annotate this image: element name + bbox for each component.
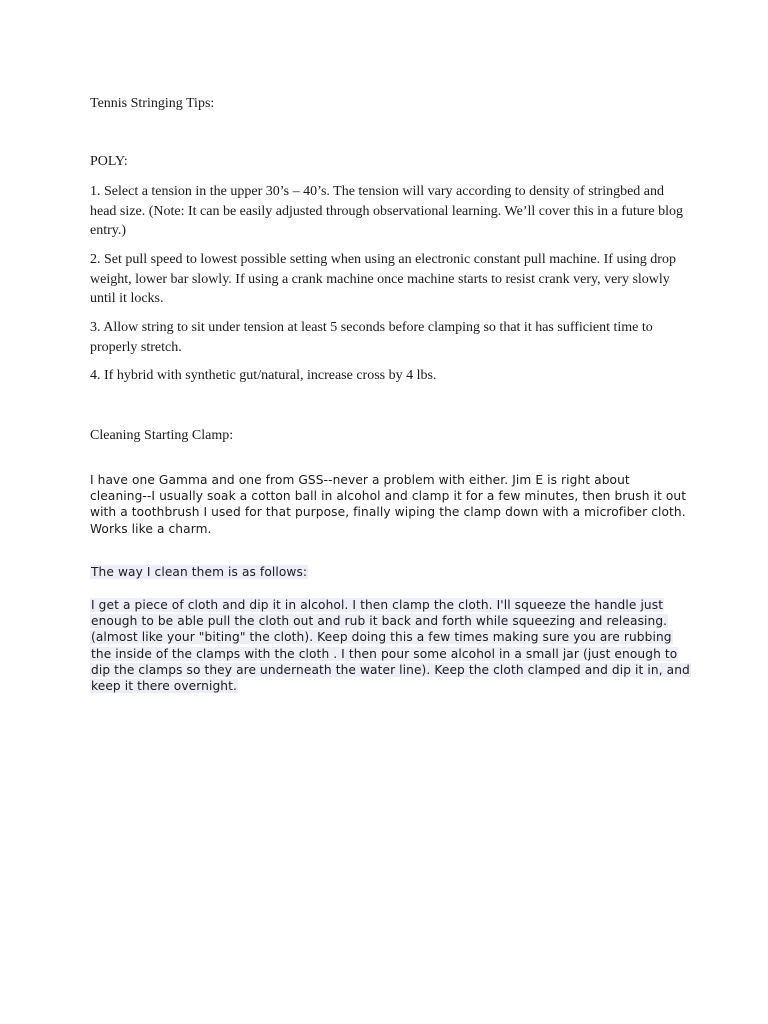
forum-post-2-body [90, 597, 695, 694]
cleaning-heading: Cleaning Starting Clamp: [90, 428, 234, 443]
forum-post-2-body-text: I get a piece of cloth and dip it in alcohol. I then clamp the cloth. I'll squeeze the handle just enough to be able pull the cloth out and rub it back and forth while squeezing and releasing. (almost like your "biting" the cloth). Keep doing this a few times making sure you are rubbing the inside of the clamps with the cloth . I then pour some alcohol in a small jar (just enough to dip the clamps so they are underneath the water line). Keep the cloth clamped and dip it in, and keep it there overnight. [91, 598, 690, 694]
poly-heading: POLY: [90, 154, 128, 169]
poly-tip-3: 3. Allow string to sit under tension at least 5 seconds before clamping so that it has sufficient time to properly stretch. [90, 320, 653, 355]
forum-post-2-intro [90, 564, 690, 580]
forum-post-2-intro-text: The way I clean them is as follows: [91, 565, 308, 579]
poly-tip-4: 4. If hybrid with synthetic gut/natural, increase cross by 4 lbs. [90, 368, 437, 383]
poly-tip-2: 2. Set pull speed to lowest possible setting when using an electronic constant pull machine. If using drop weight, lower bar slowly. If using a crank machine once machine starts to resist crank very, very slowly until it locks. [90, 252, 676, 306]
forum-post-1: I have one Gamma and one from GSS--never a problem with either. Jim E is right about cleaning--I usually soak a cotton ball in alcohol and clamp it for a few minutes, then brush it out with a toothbrush I used for that purpose, finally wiping the clamp down with a microfiber cloth. Works like a charm. [90, 473, 687, 536]
poly-tip-1: 1. Select a tension in the upper 30’s – 40’s. The tension will vary according to density of stringbed and head size. (Note: It can be easily adjusted through observational learning. We’ll cover this in a future blog entry.) [90, 184, 684, 238]
document-title: Tennis Stringing Tips: [90, 96, 215, 111]
